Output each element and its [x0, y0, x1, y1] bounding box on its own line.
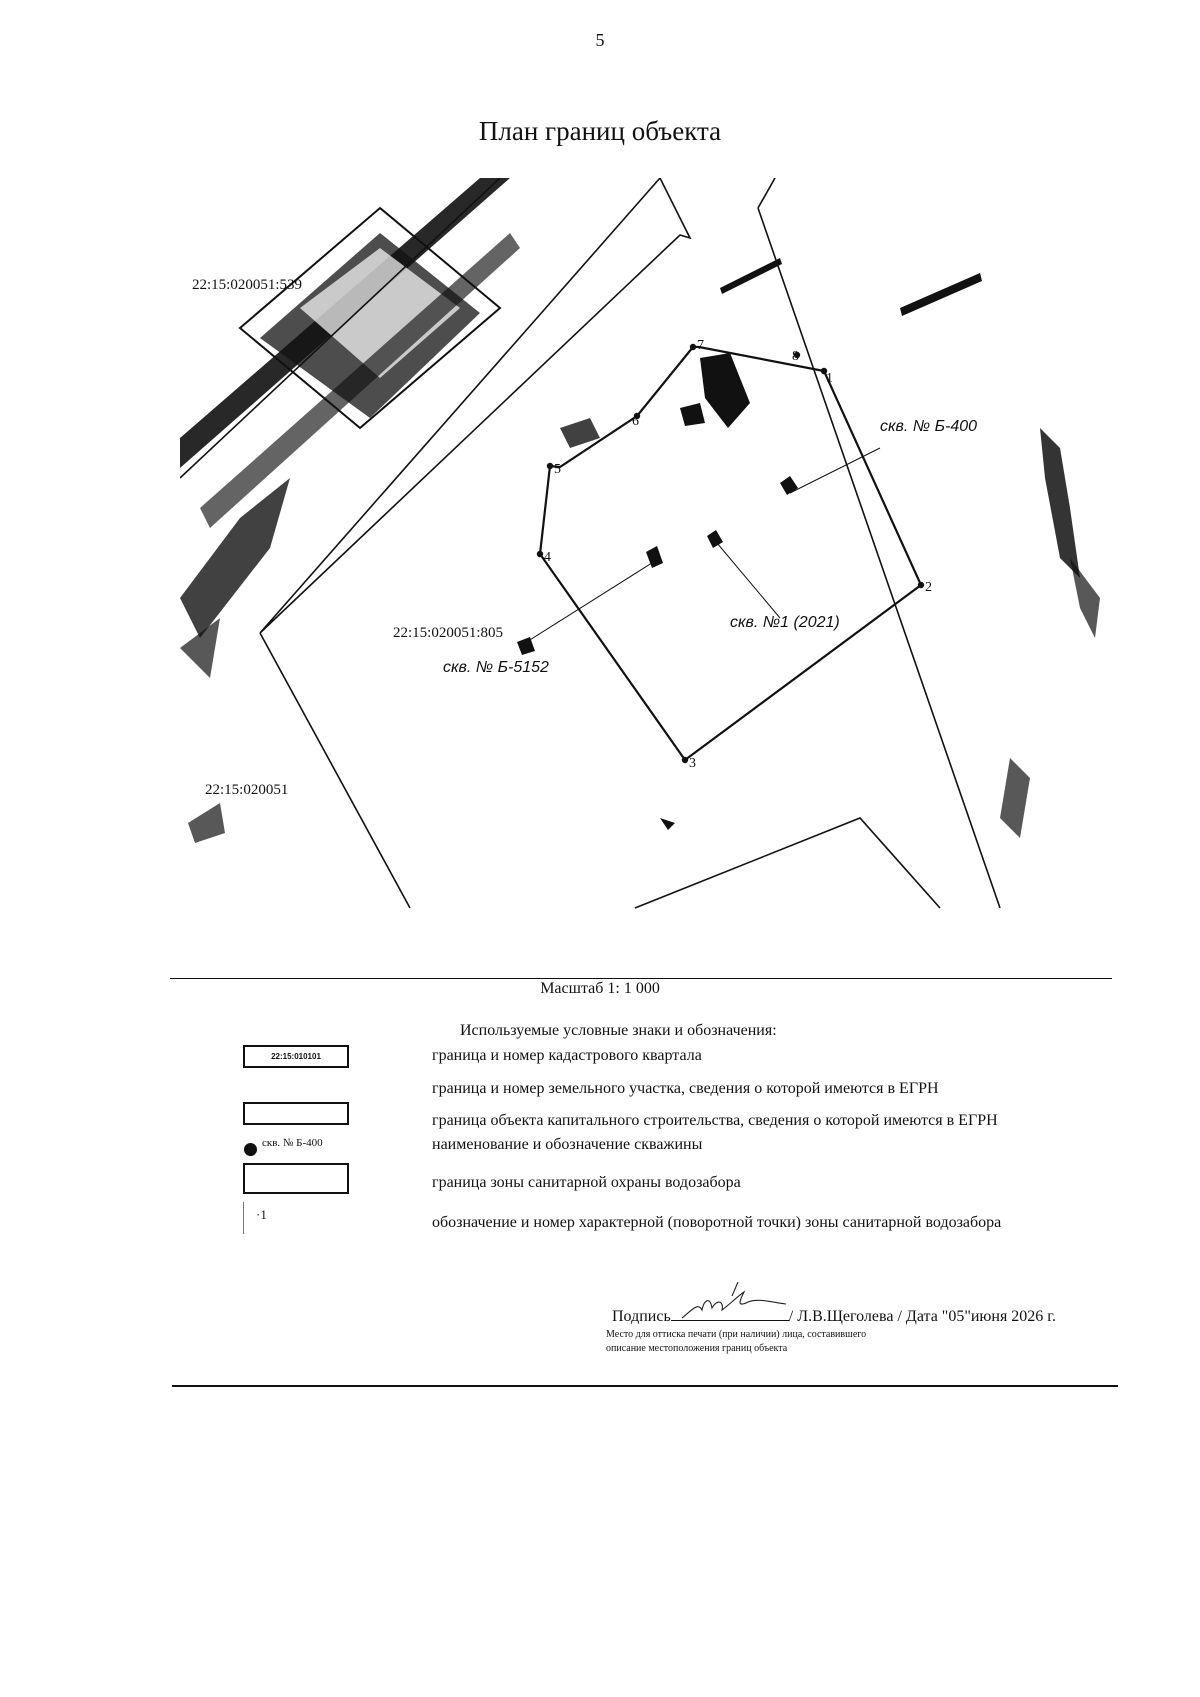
legend-item-quarter: граница и номер кадастрового квартала — [432, 1047, 702, 1064]
legend-symbol-point: ·1 — [256, 1207, 267, 1222]
legend-item-land-plot: граница и номер земельного участка, сведения о которой имеются в ЕГРН — [432, 1080, 939, 1097]
cadastral-boundaries — [180, 178, 1000, 908]
quarter-label-020051: 22:15:020051 — [205, 782, 289, 798]
legend-point-tick — [243, 1202, 244, 1234]
legend-item-well: наименование и обозначение скважины — [432, 1136, 703, 1153]
legend-symbol-zone — [243, 1163, 349, 1194]
object-boundary-south — [635, 818, 940, 908]
point-label-6: 6 — [632, 414, 639, 429]
legend-symbol-well-label: скв. № Б-400 — [262, 1137, 323, 1149]
scale-label: Масштаб 1: 1 000 — [540, 980, 660, 997]
signature-line — [612, 1306, 1056, 1326]
stamp-note-line-1: Место для оттиска печати (при наличии) лица, составившего — [606, 1329, 867, 1340]
point-label-5: 5 — [554, 462, 561, 477]
point-label-7: 7 — [697, 338, 704, 353]
stamp-note-line-2: описание местоположения границ объекта — [606, 1343, 788, 1354]
legend-item-object: граница объекта капитального строительства, сведения о которой имеются в ЕГРН — [432, 1112, 998, 1129]
well-label-1: скв. №1 (2021) — [730, 614, 840, 631]
signature-prefix: Подпись — [612, 1308, 671, 1325]
point-label-3: 3 — [689, 756, 696, 771]
page-title: План границ объекта — [478, 116, 722, 146]
quarter-label-805: 22:15:020051:805 — [393, 625, 504, 641]
footer-rule — [172, 1385, 1118, 1387]
point-label-8: 8 — [792, 349, 799, 364]
well-b400-marker — [780, 476, 798, 495]
quarter-label-539: 22:15:020051:539 — [192, 277, 303, 293]
legend-well-dot-icon — [244, 1143, 257, 1156]
map-imagery — [180, 178, 1100, 843]
map-canvas — [180, 178, 1110, 978]
map-bottom-border — [170, 978, 1112, 979]
well-b5152-marker — [517, 637, 535, 655]
point-label-4: 4 — [544, 550, 551, 565]
legend-item-point: обозначение и номер характерной (поворотной точки) зоны санитарной водозабора — [432, 1214, 1002, 1231]
well-labels — [443, 418, 977, 676]
legend-symbol-object — [243, 1102, 349, 1125]
signature-blank — [671, 1306, 789, 1321]
point-label-1: 1 — [826, 371, 833, 386]
well-label-b5152: скв. № Б-5152 — [443, 659, 549, 676]
page-number: 5 — [595, 30, 605, 50]
stamp-note — [606, 1328, 866, 1356]
well-label-b400: скв. № Б-400 — [880, 418, 978, 435]
boundary-map — [180, 178, 1110, 978]
legend-item-zone: граница зоны санитарной охраны водозабора — [432, 1174, 741, 1191]
signature-suffix: / Л.В.Щеголева / Дата "05"июня 2026 г. — [788, 1308, 1057, 1325]
legend-heading: Используемые условные знаки и обозначения: — [460, 1022, 777, 1039]
point-label-2: 2 — [925, 580, 932, 595]
well-1-marker — [707, 530, 723, 548]
legend-symbol-quarter: 22:15:010101 — [243, 1045, 349, 1068]
